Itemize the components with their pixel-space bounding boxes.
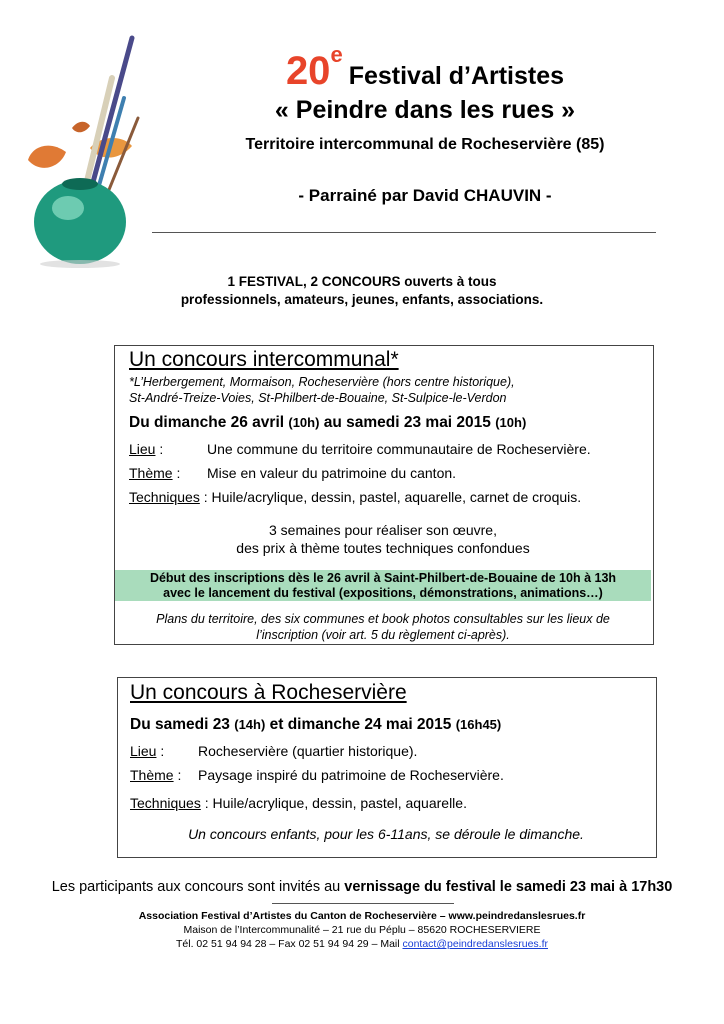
registration-banner: Début des inscriptions dès le 26 avril à Saint-Philbert-de-Bouaine de 10h à 13h avec le lancement du festival (expositions, démonstrations, animations…) <box>115 570 651 601</box>
vernissage-invite: Les participants aux concours sont invités au vernissage du festival le samedi 23 mai à 17h30 <box>51 879 673 895</box>
contest1-theme: Thème : <box>129 465 181 481</box>
contest2-theme-value: Paysage inspiré du patrimoine de Rocheservière. <box>198 767 504 783</box>
contest1-title: Un concours intercommunal* <box>129 348 399 371</box>
note-line2: St-André-Treize-Voies, St-Philbert-de-Bouaine, St-Sulpice-le-Verdon <box>129 391 507 405</box>
intro-text <box>100 273 624 309</box>
intro-rest: ouverts à tous <box>400 274 497 289</box>
email-link[interactable]: contact@peindredanslesrues.fr <box>402 938 548 950</box>
contest2-techniques: Techniques : Huile/acrylique, dessin, pastel, aquarelle. <box>130 795 467 811</box>
festival-subtitle: « Peindre dans les rues » <box>274 96 576 124</box>
edition-number: 20 <box>285 49 331 93</box>
festival-title <box>160 42 690 94</box>
header-divider <box>152 232 656 233</box>
festival-logo <box>20 28 150 268</box>
contest2-title: Un concours à Rocheservière <box>130 681 407 704</box>
contest1-lieu: Lieu : <box>129 441 164 457</box>
intro-bold: 1 FESTIVAL, 2 CONCOURS <box>227 274 401 289</box>
contest1-dates: Du dimanche 26 avril (10h) au samedi 23 mai 2015 (10h) <box>129 414 527 431</box>
contest2-lieu-value: Rocheservière (quartier historique). <box>198 743 418 759</box>
footer-divider <box>272 903 454 904</box>
edition-superscript: e <box>330 42 343 67</box>
contest2-theme: Thème : <box>130 767 182 783</box>
contest1-note <box>129 374 515 406</box>
footer-address: Maison de l’Intercommunalité – 21 rue du Péplu – 85620 ROCHESERVIERE <box>183 924 541 936</box>
sponsor-line: - Parrainé par David CHAUVIN - <box>298 186 552 205</box>
intro-line2: professionnels, amateurs, jeunes, enfants, associations. <box>180 292 544 307</box>
contest1-theme-value: Mise en valeur du patrimoine du canton. <box>207 465 457 481</box>
contest1-lieu-value: Une commune du territoire communautaire de Rocheservière. <box>207 441 591 457</box>
contest1-summary: 3 semaines pour réaliser son œuvre, des prix à thème toutes techniques confondues <box>236 522 530 556</box>
territory-line: Territoire intercommunal de Rocheservière (85) <box>245 136 605 153</box>
contest1-techniques: Techniques : Huile/acrylique, dessin, pastel, aquarelle, carnet de croquis. <box>129 489 582 505</box>
contest2-lieu: Lieu : <box>130 743 165 759</box>
festival-name: Festival d’Artistes <box>348 62 565 90</box>
footer <box>0 909 724 951</box>
contest2-kids-note: Un concours enfants, pour les 6-11ans, se déroule le dimanche. <box>188 826 584 842</box>
note-line1: *L’Herbergement, Mormaison, Rocheservière (hors centre historique), <box>129 375 515 389</box>
footer-association: Association Festival d’Artistes du Canton de Rocheservière – www.peindredanslesrues.fr <box>138 910 586 922</box>
contest2-dates: Du samedi 23 (14h) et dimanche 24 mai 2015 (16h45) <box>130 716 502 733</box>
contest1-plans-note: Plans du territoire, des six communes et book photos consultables sur les lieux de l’inscription (voir art. 5 du règlement ci-après). <box>156 612 610 642</box>
footer-contact: Tél. 02 51 94 94 28 – Fax 02 51 94 94 29 – Mail contact@peindredanslesrues.fr <box>176 938 548 950</box>
